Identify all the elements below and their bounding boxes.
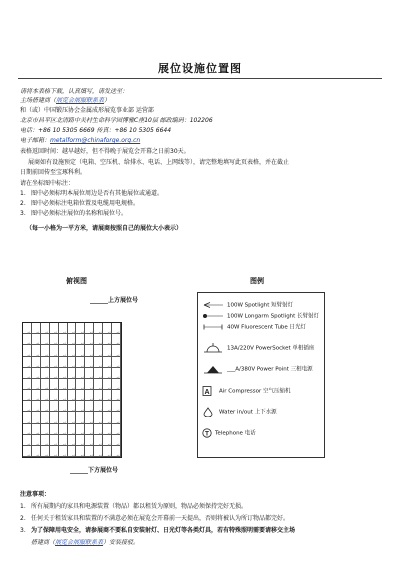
grid-cell[interactable]	[59, 435, 68, 446]
grid-cell[interactable]	[23, 345, 32, 356]
grid-cell[interactable]	[59, 379, 68, 390]
grid-cell[interactable]	[85, 446, 94, 457]
page-title: 展位设施位置图	[158, 62, 242, 75]
grid-cell[interactable]	[59, 424, 68, 435]
grid-cell[interactable]	[32, 435, 41, 446]
grid-cell[interactable]	[112, 424, 121, 435]
grid-cell[interactable]	[23, 446, 32, 457]
contractor-suffix: ）	[104, 97, 111, 104]
contractor-prefix: 主场搭建商（	[20, 97, 57, 104]
intro-line-email	[20, 137, 140, 145]
grid-cell[interactable]	[112, 412, 121, 423]
grid-cell[interactable]	[41, 446, 50, 457]
grid-cell[interactable]	[50, 401, 59, 412]
grid-cell[interactable]	[23, 412, 32, 423]
grid-cell[interactable]	[76, 401, 85, 412]
svg-text:T: T	[205, 430, 209, 438]
grid-cell[interactable]	[23, 368, 32, 379]
scale-note: （每一小格为一平方米，请展商按照自己的展位大小表示）	[26, 225, 183, 232]
grid-cell[interactable]	[103, 379, 112, 390]
grid-cell[interactable]	[85, 424, 94, 435]
grid-cell[interactable]	[41, 424, 50, 435]
grid-cell[interactable]	[41, 334, 50, 345]
intro-line-send-to: 请将本表格下载，认真填写，请发送至：	[20, 88, 129, 95]
title-divider	[18, 78, 382, 79]
grid-cell[interactable]	[112, 446, 121, 457]
grid-cell[interactable]	[50, 390, 59, 401]
grid-cell[interactable]	[112, 368, 121, 379]
water-icon	[202, 407, 216, 417]
grid-cell[interactable]	[76, 446, 85, 457]
grid-cell[interactable]	[94, 345, 103, 356]
grid-cell[interactable]	[50, 412, 59, 423]
grid-cell[interactable]	[59, 446, 68, 457]
grid-cell[interactable]	[50, 368, 59, 379]
grid-cell[interactable]	[85, 401, 94, 412]
grid-cell[interactable]	[112, 390, 121, 401]
grid-cell[interactable]	[32, 357, 41, 368]
grid-cell[interactable]	[76, 412, 85, 423]
grid-cell[interactable]	[112, 379, 121, 390]
grid-cell[interactable]	[23, 323, 32, 334]
grid-cell[interactable]	[103, 424, 112, 435]
grid-cell[interactable]	[32, 368, 41, 379]
note-item: 1. 所有展期内的家具和电源装置（物品）都以租赁为原则，物品必须保持完好无损。	[20, 503, 248, 510]
grid-cell[interactable]	[85, 390, 94, 401]
grid-cell[interactable]	[59, 401, 68, 412]
grid-cell[interactable]	[103, 334, 112, 345]
grid-cell[interactable]	[68, 345, 77, 356]
grid-cell[interactable]	[41, 401, 50, 412]
grid-cell[interactable]	[59, 323, 68, 334]
grid-cell[interactable]	[41, 323, 50, 334]
grid-cell[interactable]	[68, 323, 77, 334]
grid-cell[interactable]	[76, 379, 85, 390]
legend-row: 40W Fluorescent Tube 日光灯	[202, 324, 306, 332]
grid-cell[interactable]	[59, 390, 68, 401]
grid-cell[interactable]	[50, 379, 59, 390]
grid-cell[interactable]	[94, 435, 103, 446]
grid-cell[interactable]	[85, 323, 94, 334]
grid-cell[interactable]	[68, 334, 77, 345]
grid-cell[interactable]	[76, 323, 85, 334]
grid-cell[interactable]	[94, 401, 103, 412]
grid-cell[interactable]	[50, 357, 59, 368]
grid-cell[interactable]	[59, 334, 68, 345]
grid-cell[interactable]	[103, 390, 112, 401]
grid-cell[interactable]	[50, 435, 59, 446]
grid-cell[interactable]	[76, 435, 85, 446]
grid-cell[interactable]	[32, 323, 41, 334]
legend-row: 100W Longarm Spotlight 长臂射灯	[202, 313, 319, 321]
grid-cell[interactable]	[76, 424, 85, 435]
floor-plan-grid[interactable]	[22, 322, 122, 458]
grid-cell[interactable]	[32, 345, 41, 356]
grid-cell[interactable]	[94, 424, 103, 435]
grid-cell[interactable]	[68, 368, 77, 379]
grid-cell[interactable]	[32, 379, 41, 390]
grid-cell[interactable]	[23, 401, 32, 412]
grid-cell[interactable]	[103, 412, 112, 423]
grid-cell[interactable]	[103, 446, 112, 457]
grid-cell[interactable]	[50, 323, 59, 334]
legend-row: ___A/380V Power Point 三相电源	[202, 364, 313, 374]
grid-cell[interactable]	[112, 357, 121, 368]
top-booth-caption: ______上方展位号	[90, 297, 139, 304]
intro-line-mark-request: 请在坐标图中标注：	[20, 180, 75, 187]
grid-cell[interactable]	[68, 424, 77, 435]
bottom-booth-caption: ______下方展位号	[70, 467, 119, 474]
grid-cell[interactable]	[94, 357, 103, 368]
grid-cell[interactable]	[59, 345, 68, 356]
grid-cell[interactable]	[41, 435, 50, 446]
grid-cell[interactable]	[94, 323, 103, 334]
grid-cell[interactable]	[94, 446, 103, 457]
grid-cell[interactable]	[32, 412, 41, 423]
grid-cell[interactable]	[59, 412, 68, 423]
fluorescent-tube-icon	[202, 324, 224, 330]
note-item: 2. 任何关于租赁家具和装置的不满意必须在展览会开幕前一天提出，否则将被认为所订物品都完好。	[20, 515, 290, 522]
intro-line-instruction-cont: 日期前回传至宝琢科利。	[20, 169, 87, 176]
grid-cell[interactable]	[68, 401, 77, 412]
grid-cell[interactable]	[41, 412, 50, 423]
contractor-link[interactable]: 展览会展服联系表	[56, 97, 105, 104]
grid-cell[interactable]	[112, 323, 121, 334]
intro-line-contractor	[20, 97, 110, 105]
grid-cell[interactable]	[85, 379, 94, 390]
intro-line-address: 北京市昌平区北清路中关村生命科学园博雅C座10层 邮政编码：102206	[20, 117, 213, 124]
grid-cell[interactable]	[50, 334, 59, 345]
grid-cell[interactable]	[94, 379, 103, 390]
grid-cell[interactable]	[85, 412, 94, 423]
telephone-icon	[202, 428, 212, 438]
grid-cell[interactable]	[41, 368, 50, 379]
grid-cell[interactable]	[23, 424, 32, 435]
grid-cell[interactable]	[103, 345, 112, 356]
grid-cell[interactable]	[41, 357, 50, 368]
grid-cell[interactable]	[23, 379, 32, 390]
grid-cell[interactable]	[41, 345, 50, 356]
requirement-item: 2. 图中必须标注电箱位置及电缆用电规格。	[20, 200, 140, 207]
air-compressor-icon	[202, 386, 216, 396]
intro-line-instruction: 展商如有设施预定（电箱、空压机、给排水、电话、上网线等），请完整地填写此页表格，并在截止	[28, 159, 290, 166]
intro-line-deadline: 表格返回时间：越早越好，但不得晚于展览会开幕之日前30天。	[20, 148, 190, 155]
grid-cell[interactable]	[112, 401, 121, 412]
grid-cell[interactable]	[94, 412, 103, 423]
grid-cell[interactable]	[32, 401, 41, 412]
grid-cell[interactable]	[32, 446, 41, 457]
spotlight-long-icon	[202, 313, 224, 319]
grid-cell[interactable]	[68, 357, 77, 368]
grid-cell[interactable]	[50, 424, 59, 435]
grid-cell[interactable]	[76, 357, 85, 368]
grid-cell[interactable]	[76, 334, 85, 345]
legend-row: 13A/220V PowerSocket 单相插座	[202, 343, 314, 353]
spotlight-short-icon	[202, 302, 224, 308]
grid-cell[interactable]	[59, 357, 68, 368]
legend-label: 图例	[250, 277, 264, 285]
grid-cell[interactable]	[85, 435, 94, 446]
grid-cell[interactable]	[112, 334, 121, 345]
legend-row: 100W Spotlight 短臂射灯	[202, 302, 293, 310]
grid-cell[interactable]	[23, 334, 32, 345]
power-point-icon	[202, 364, 224, 374]
notes-heading: 注意事项：	[20, 491, 51, 498]
grid-cell[interactable]	[41, 379, 50, 390]
note-item-continuation: 搭建商（展览会展服联系表）安装接驳。	[31, 539, 140, 546]
grid-cell[interactable]	[41, 390, 50, 401]
grid-cell[interactable]	[23, 435, 32, 446]
grid-cell[interactable]	[32, 424, 41, 435]
grid-cell[interactable]	[50, 345, 59, 356]
grid-cell[interactable]	[68, 412, 77, 423]
grid-cell[interactable]	[68, 390, 77, 401]
grid-cell[interactable]	[68, 435, 77, 446]
requirement-item: 3. 图中必须标注展位的名称和展位号。	[20, 210, 128, 217]
grid-cell[interactable]	[103, 435, 112, 446]
power-socket-icon	[202, 343, 224, 353]
grid-cell[interactable]	[103, 368, 112, 379]
note-item: 3. 为了保障用电安全，请参展商不要私自安装射灯、日光灯等各类灯具，若有特殊照明需要请移交主场	[20, 527, 296, 534]
legend-row: Water in/out 上下水源	[202, 407, 277, 417]
grid-cell[interactable]	[103, 357, 112, 368]
grid-cell[interactable]	[94, 334, 103, 345]
grid-cell[interactable]	[103, 401, 112, 412]
grid-cell[interactable]	[94, 368, 103, 379]
grid-cell[interactable]	[59, 368, 68, 379]
grid-cell[interactable]	[85, 357, 94, 368]
grid-cell[interactable]	[32, 334, 41, 345]
grid-cell[interactable]	[85, 368, 94, 379]
legend-row: T Telephone 电话	[202, 428, 256, 438]
legend-box	[197, 292, 325, 458]
legend-row: A Air Compressor 空气压缩机	[202, 386, 290, 396]
floor-plan	[22, 322, 122, 458]
grid-cell[interactable]	[85, 334, 94, 345]
grid-cell[interactable]	[94, 390, 103, 401]
grid-cell[interactable]	[76, 368, 85, 379]
grid-cell[interactable]	[76, 345, 85, 356]
grid-cell[interactable]	[112, 435, 121, 446]
grid-cell[interactable]	[103, 323, 112, 334]
grid-cell[interactable]	[68, 446, 77, 457]
intro-line-phone-fax: 电话：+86 10 5305 6669 传真：+86 10 5305 6644	[20, 127, 172, 134]
grid-cell[interactable]	[23, 390, 32, 401]
requirement-item: 1. 图中必须标明本展位周边是否有其他展位或通道。	[20, 190, 164, 197]
grid-cell[interactable]	[85, 345, 94, 356]
grid-cell[interactable]	[50, 446, 59, 457]
plan-label: 俯视图	[66, 277, 87, 285]
grid-cell[interactable]	[32, 390, 41, 401]
grid-cell[interactable]	[76, 390, 85, 401]
intro-line-organizer: 和（或）中国锻压协会金属成形展览事业部 运营部	[20, 107, 154, 114]
email-link[interactable]: metalform@chinaforge.org.cn	[50, 137, 141, 144]
email-label: 电子邮箱：	[20, 137, 51, 144]
grid-cell[interactable]	[23, 357, 32, 368]
contractor-link[interactable]: 展览会展服联系表	[55, 539, 104, 546]
svg-text:A: A	[204, 389, 210, 396]
grid-cell[interactable]	[68, 379, 77, 390]
grid-cell[interactable]	[112, 345, 121, 356]
